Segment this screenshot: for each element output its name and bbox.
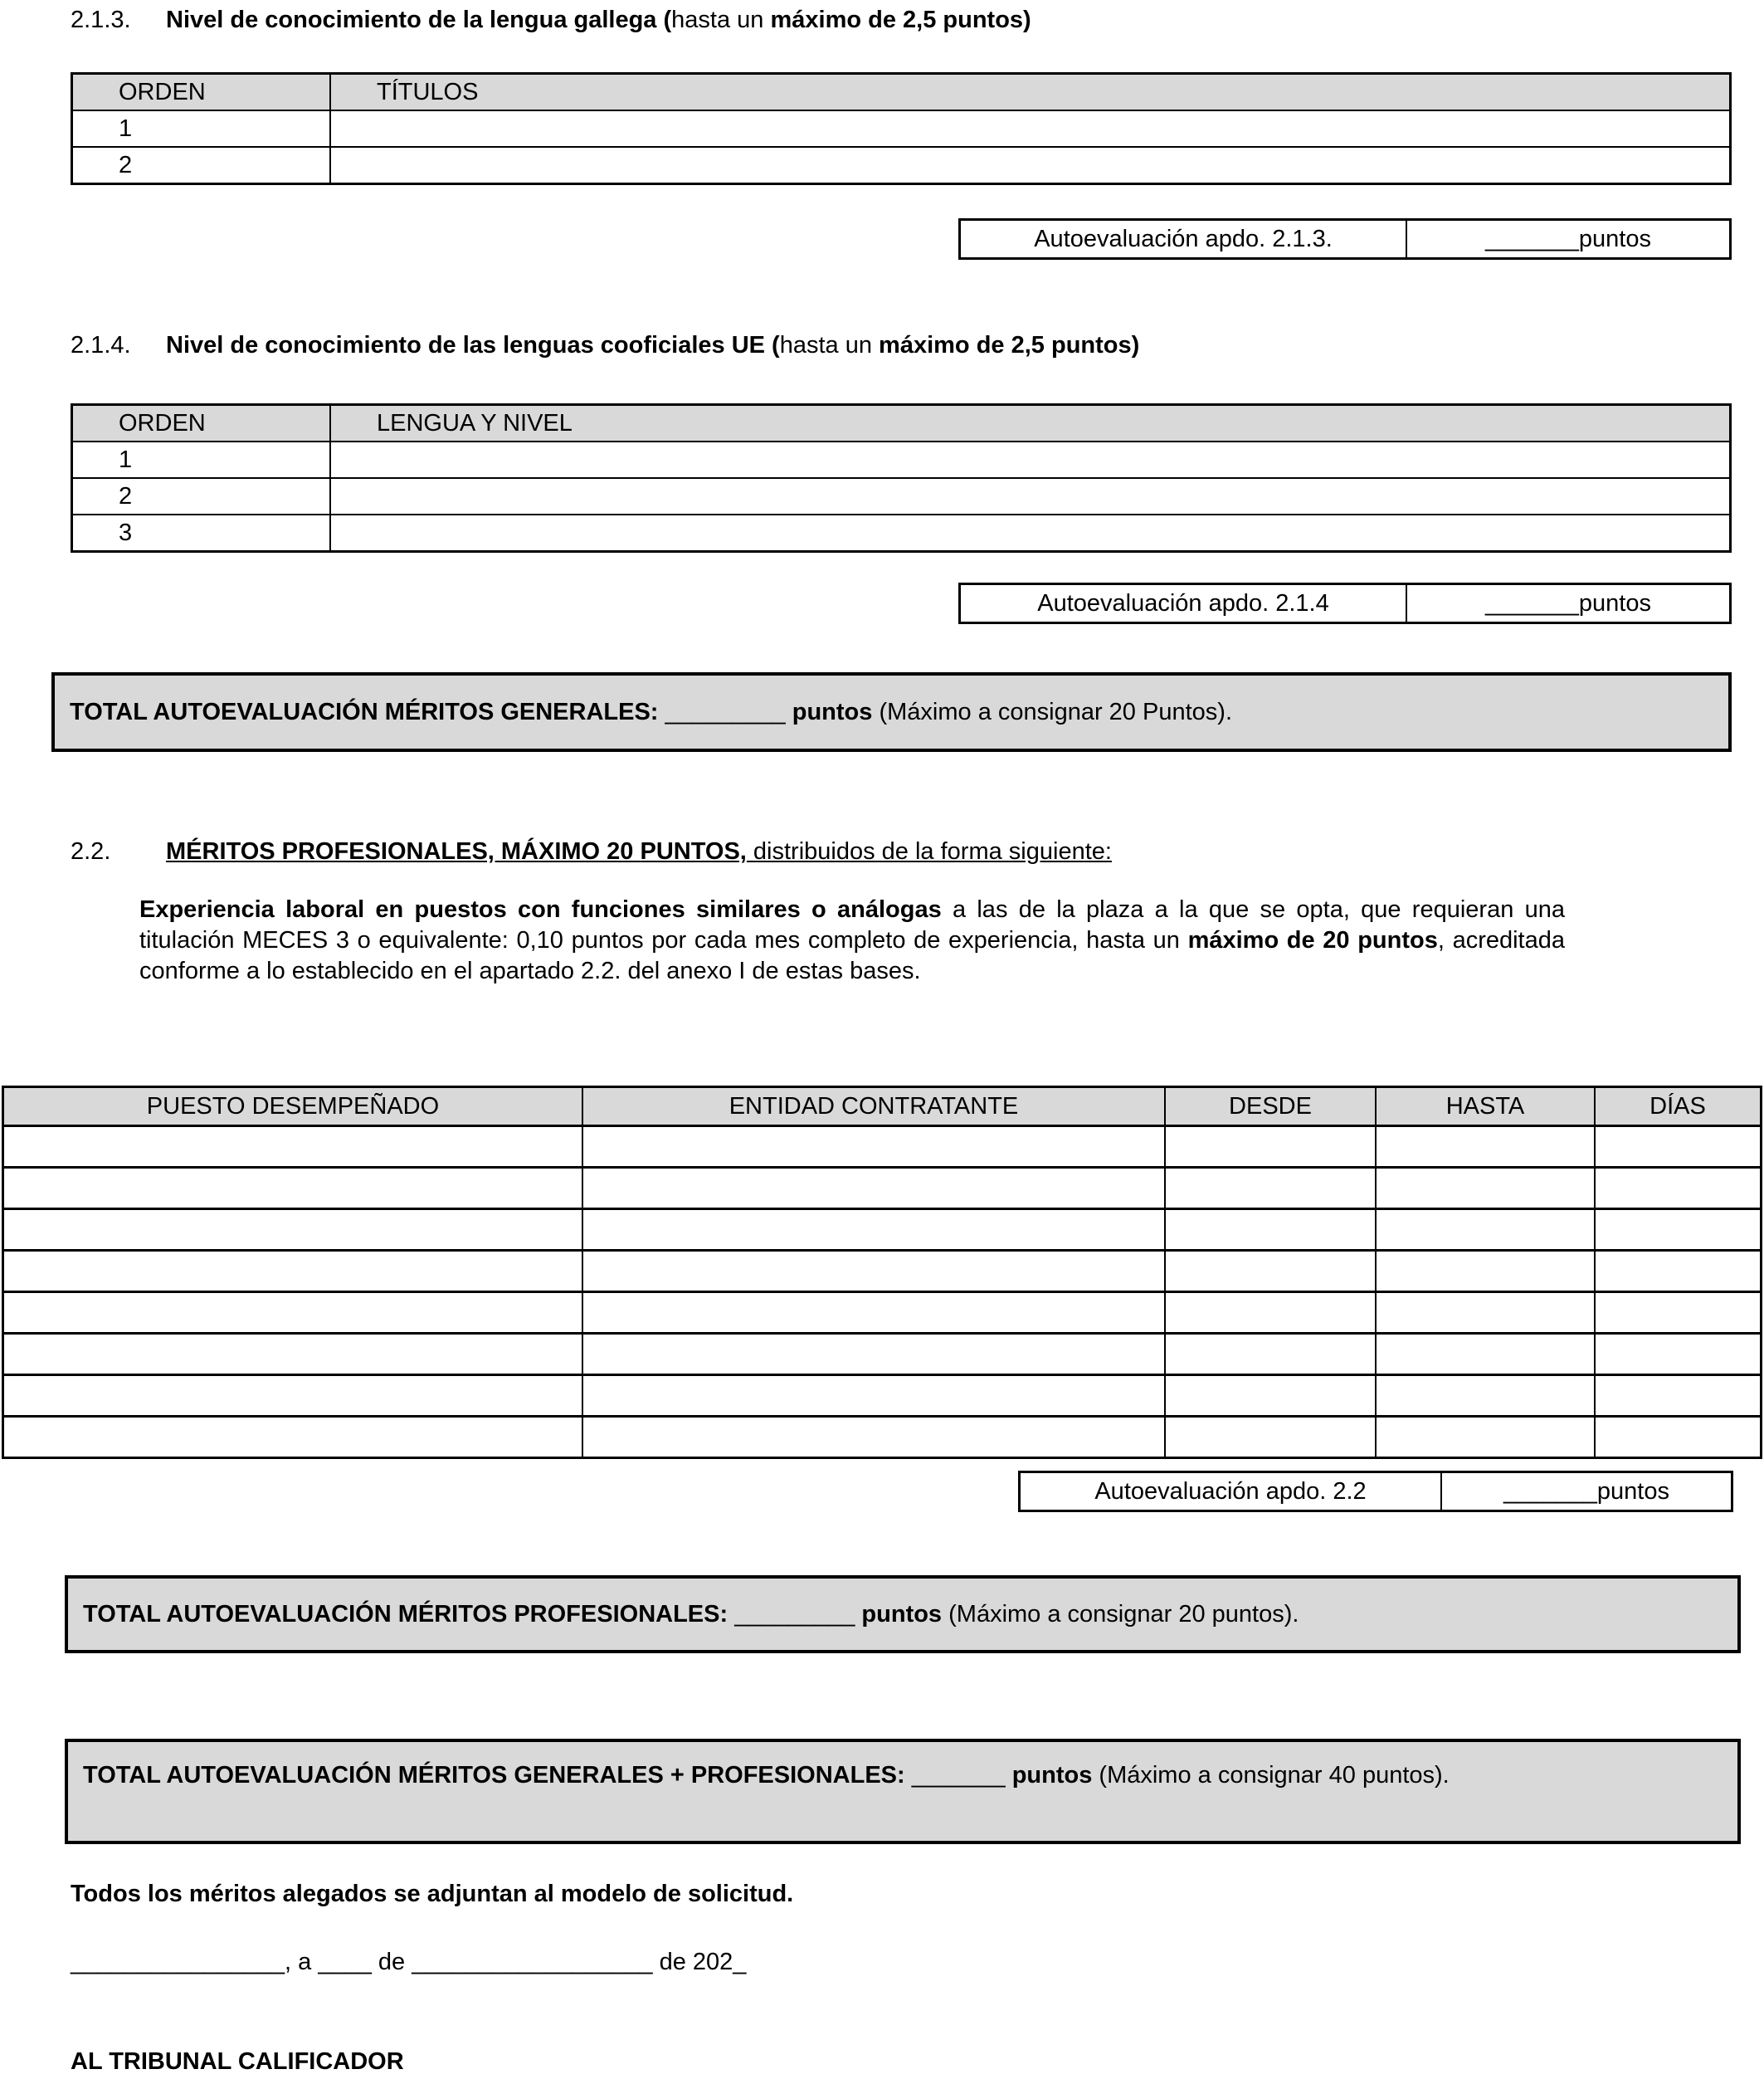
empty-input-cell[interactable] [330, 110, 1731, 147]
empty-input-cell[interactable] [1376, 1375, 1595, 1417]
column-header-dias: DÍAS [1595, 1087, 1762, 1126]
section-2-1-4-number: 2.1.4. [71, 332, 131, 359]
empty-input-cell[interactable] [1595, 1292, 1762, 1334]
empty-input-cell[interactable] [1376, 1209, 1595, 1251]
empty-input-cell[interactable] [3, 1209, 583, 1251]
empty-input-cell[interactable] [3, 1292, 583, 1334]
table-header-row [72, 74, 1731, 111]
empty-input-cell[interactable] [1165, 1168, 1376, 1209]
empty-input-cell[interactable] [330, 515, 1731, 552]
empty-input-cell[interactable] [1595, 1209, 1762, 1251]
empty-input-cell[interactable] [582, 1334, 1165, 1375]
column-header-desde: DESDE [1165, 1087, 1376, 1126]
table-row [72, 442, 1731, 478]
section-2-1-3-title: Nivel de conocimiento de la lengua gallega (hasta un máximo de 2,5 puntos) [166, 7, 1031, 33]
experience-row [3, 1209, 1762, 1251]
empty-input-cell[interactable] [1595, 1168, 1762, 1209]
points-blank[interactable]: _______ [1503, 1477, 1597, 1505]
points-unit: puntos [1596, 1477, 1669, 1505]
experience-table [2, 1086, 1762, 1459]
empty-input-cell[interactable] [1376, 1126, 1595, 1168]
empty-input-cell[interactable] [330, 478, 1731, 515]
empty-input-cell[interactable] [1376, 1168, 1595, 1209]
autoeval-2-1-3-box [958, 218, 1732, 260]
empty-input-cell[interactable] [3, 1417, 583, 1458]
section-2-1-3-heading [71, 5, 1031, 35]
empty-input-cell[interactable] [1165, 1334, 1376, 1375]
section-2-1-4-title: Nivel de conocimiento de las lenguas cooficiales UE (hasta un máximo de 2,5 puntos) [166, 332, 1140, 359]
empty-input-cell[interactable] [1376, 1251, 1595, 1292]
points-unit: puntos [1578, 589, 1651, 617]
empty-input-cell[interactable] [1595, 1251, 1762, 1292]
empty-input-cell[interactable] [1165, 1417, 1376, 1458]
experience-row [3, 1168, 1762, 1209]
empty-input-cell[interactable] [582, 1292, 1165, 1334]
empty-input-cell[interactable] [1376, 1292, 1595, 1334]
column-header-orden: ORDEN [72, 74, 331, 111]
column-header-titulos: TÍTULOS [330, 74, 1731, 111]
empty-input-cell[interactable] [1595, 1375, 1762, 1417]
empty-input-cell[interactable] [1165, 1209, 1376, 1251]
table-header-row [72, 405, 1731, 442]
experience-row [3, 1126, 1762, 1168]
empty-input-cell[interactable] [582, 1417, 1165, 1458]
points-unit: puntos [1578, 225, 1651, 252]
section-2-1-4-heading [71, 330, 1139, 360]
autoeval-2-1-4-value [1407, 585, 1729, 622]
total-meritos-profesionales-box [65, 1575, 1741, 1653]
table-header-row [3, 1087, 1762, 1126]
date-signature-line[interactable]: ________________, a ____ de __________________ de 202_ [71, 1949, 747, 1975]
empty-input-cell[interactable] [3, 1334, 583, 1375]
empty-input-cell[interactable] [1376, 1417, 1595, 1458]
row-order-number: 3 [72, 515, 331, 552]
points-blank[interactable]: _________ [665, 698, 786, 725]
points-blank[interactable]: _________ [734, 1600, 855, 1628]
experience-row [3, 1292, 1762, 1334]
column-header-puesto: PUESTO DESEMPEÑADO [3, 1087, 583, 1126]
autoeval-2-1-3-label: Autoevaluación apdo. 2.1.3. [961, 221, 1407, 257]
points-blank[interactable]: _______ [911, 1762, 1006, 1789]
empty-input-cell[interactable] [1595, 1334, 1762, 1375]
column-header-lengua-nivel: LENGUA Y NIVEL [330, 405, 1731, 442]
empty-input-cell[interactable] [1376, 1334, 1595, 1375]
empty-input-cell[interactable] [1595, 1417, 1762, 1458]
empty-input-cell[interactable] [3, 1375, 583, 1417]
total-combinado-text: TOTAL AUTOEVALUACIÓN MÉRITOS GENERALES + PROFESIONALES: _______ puntos (Máximo a consignar 40 puntos). [83, 1762, 1450, 1789]
total-meritos-generales-box [51, 672, 1732, 752]
autoeval-2-1-3-value [1407, 221, 1729, 257]
gallega-titles-table [71, 72, 1732, 185]
column-header-hasta: HASTA [1376, 1087, 1595, 1126]
empty-input-cell[interactable] [582, 1126, 1165, 1168]
table-row [72, 515, 1731, 552]
row-order-number: 1 [72, 442, 331, 478]
points-blank[interactable]: _______ [1485, 225, 1579, 252]
empty-input-cell[interactable] [582, 1251, 1165, 1292]
empty-input-cell[interactable] [1165, 1292, 1376, 1334]
section-2-2-number: 2.2. [71, 838, 111, 865]
column-header-orden: ORDEN [72, 405, 331, 442]
experience-row [3, 1375, 1762, 1417]
experience-row [3, 1251, 1762, 1292]
total-generales-text: TOTAL AUTOEVALUACIÓN MÉRITOS GENERALES: _________ puntos (Máximo a consignar 20 Puntos). [70, 698, 1232, 725]
empty-input-cell[interactable] [1165, 1375, 1376, 1417]
row-order-number: 2 [72, 478, 331, 515]
autoeval-2-2-box [1018, 1471, 1733, 1512]
tribunal-calificador-label: AL TRIBUNAL CALIFICADOR [71, 2048, 404, 2075]
empty-input-cell[interactable] [3, 1168, 583, 1209]
empty-input-cell[interactable] [1165, 1126, 1376, 1168]
empty-input-cell[interactable] [1165, 1251, 1376, 1292]
autoeval-2-1-4-box [958, 583, 1732, 624]
section-2-2-title: MÉRITOS PROFESIONALES, MÁXIMO 20 PUNTOS, distribuidos de la forma siguiente: [166, 838, 1112, 865]
row-order-number: 2 [72, 147, 331, 184]
table-row [72, 147, 1731, 184]
total-generales-profesionales-box [65, 1739, 1741, 1844]
column-header-entidad: ENTIDAD CONTRATANTE [582, 1087, 1165, 1126]
experience-row [3, 1334, 1762, 1375]
section-2-2-heading [71, 837, 1112, 866]
empty-input-cell[interactable] [582, 1168, 1165, 1209]
table-row [72, 478, 1731, 515]
section-2-1-3-number: 2.1.3. [71, 7, 131, 33]
autoeval-2-2-label: Autoevaluación apdo. 2.2 [1021, 1473, 1442, 1510]
empty-input-cell[interactable] [330, 147, 1731, 184]
experience-row [3, 1417, 1762, 1458]
experience-description-paragraph: Experiencia laboral en puestos con funciones similares o análogas a las de la plaza a la que se opta, que requieran una titulación MECES 3 o equivalente: 0,10 puntos por cada mes completo de experiencia, hasta un máximo de 20 puntos, acreditada conforme a lo establecido en el apartado 2.2. del anexo I de estas bases. [139, 896, 1565, 984]
empty-input-cell[interactable] [582, 1209, 1165, 1251]
empty-input-cell[interactable] [3, 1126, 583, 1168]
attachment-note: Todos los méritos alegados se adjuntan al modelo de solicitud. [71, 1881, 794, 1907]
empty-input-cell[interactable] [582, 1375, 1165, 1417]
empty-input-cell[interactable] [1595, 1126, 1762, 1168]
total-profesionales-text: TOTAL AUTOEVALUACIÓN MÉRITOS PROFESIONALES: _________ puntos (Máximo a consignar 20 puntos). [83, 1600, 1299, 1628]
table-row [72, 110, 1731, 147]
points-blank[interactable]: _______ [1485, 589, 1579, 617]
lenguas-ue-table [71, 403, 1732, 553]
autoeval-2-1-4-label: Autoevaluación apdo. 2.1.4 [961, 585, 1407, 622]
row-order-number: 1 [72, 110, 331, 147]
autoeval-2-2-value [1442, 1473, 1731, 1510]
empty-input-cell[interactable] [3, 1251, 583, 1292]
empty-input-cell[interactable] [330, 442, 1731, 478]
